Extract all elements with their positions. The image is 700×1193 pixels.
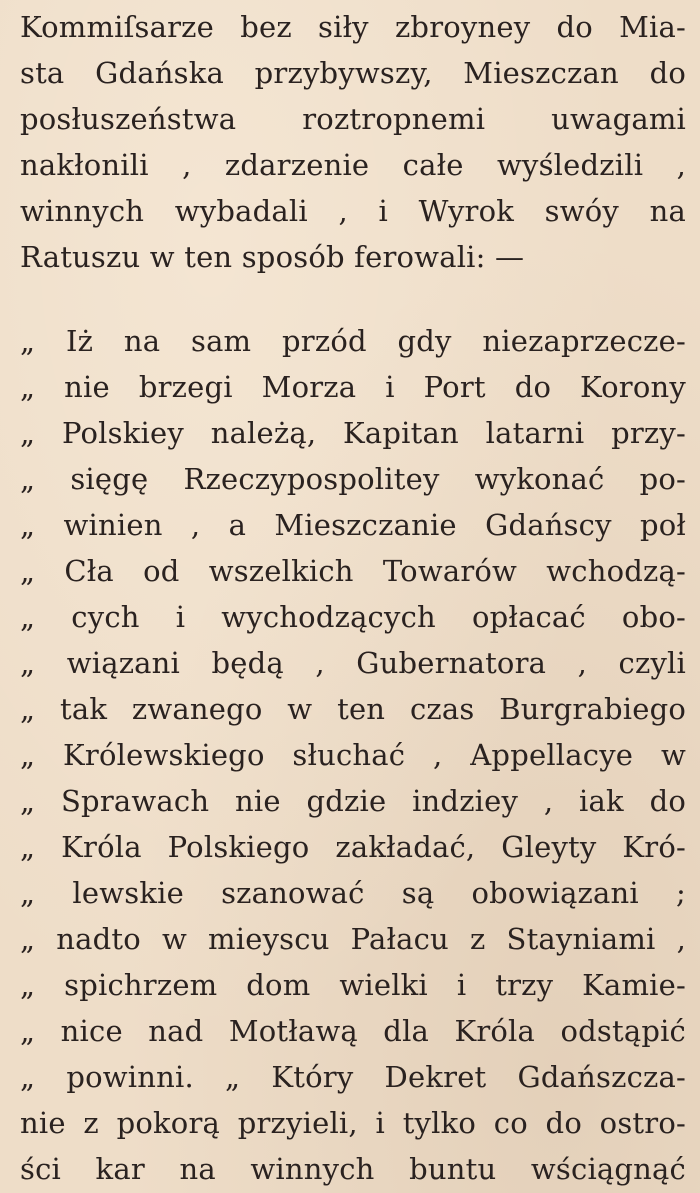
quote-line-3: „ Polskiey należą, Kapitan latarni przy- xyxy=(20,416,686,450)
quote-line-19: ści kar na winnych buntu wściągnąć xyxy=(20,1152,686,1186)
text-line-5: winnych wybadali , i Wyrok swóy na xyxy=(20,194,686,228)
quote-line-7: „ cych i wychodzących opłacać obo- xyxy=(20,600,686,634)
quote-line-17: „ powinni. „ Który Dekret Gdańszcza- xyxy=(20,1060,686,1094)
quote-line-15: „ spichrzem dom wielki i trzy Kamie- xyxy=(20,968,686,1002)
quote-line-11: „ Sprawach nie gdzie indziey , iak do xyxy=(20,784,686,818)
quote-line-8: „ wiązani będą , Gubernatora , czyli xyxy=(20,646,686,680)
quote-line-16: „ nice nad Motławą dla Króla odstąpić xyxy=(20,1014,686,1048)
quote-line-2: „ nie brzegi Morza i Port do Korony xyxy=(20,370,686,404)
quote-line-1: „ Iż na sam przód gdy niezaprzecze- xyxy=(20,324,686,358)
text-line-6: Ratuszu w ten sposób ferowali: — xyxy=(20,240,525,274)
quote-line-10: „ Królewskiego słuchać , Appellacye w xyxy=(20,738,686,772)
quote-line-6: „ Cła od wszelkich Towarów wchodzą- xyxy=(20,554,686,588)
text-line-2: sta Gdańska przybywszy, Mieszczan do xyxy=(20,56,686,90)
quote-line-9: „ tak zwanego w ten czas Burgrabiego xyxy=(20,692,686,726)
text-line-1: Kommiſsarze bez siły zbroyney do Mia- xyxy=(20,10,686,44)
quote-line-14: „ nadto w mieyscu Pałacu z Stayniami , xyxy=(20,922,686,956)
text-line-3: posłuszeństwa roztropnemi uwagami xyxy=(20,102,686,136)
quote-line-4: „ sięgę Rzeczypospolitey wykonać po- xyxy=(20,462,686,496)
quote-line-13: „ lewskie szanować są obowiązani ; xyxy=(20,876,686,910)
quote-line-18: nie z pokorą przyieli, i tylko co do ostro- xyxy=(20,1106,686,1140)
text-line-4: nakłonili , zdarzenie całe wyśledzili , xyxy=(20,148,686,182)
quote-line-12: „ Króla Polskiego zakładać, Gleyty Kró- xyxy=(20,830,686,864)
quote-line-5: „ winien , a Mieszczanie Gdańscy poł xyxy=(20,508,686,542)
